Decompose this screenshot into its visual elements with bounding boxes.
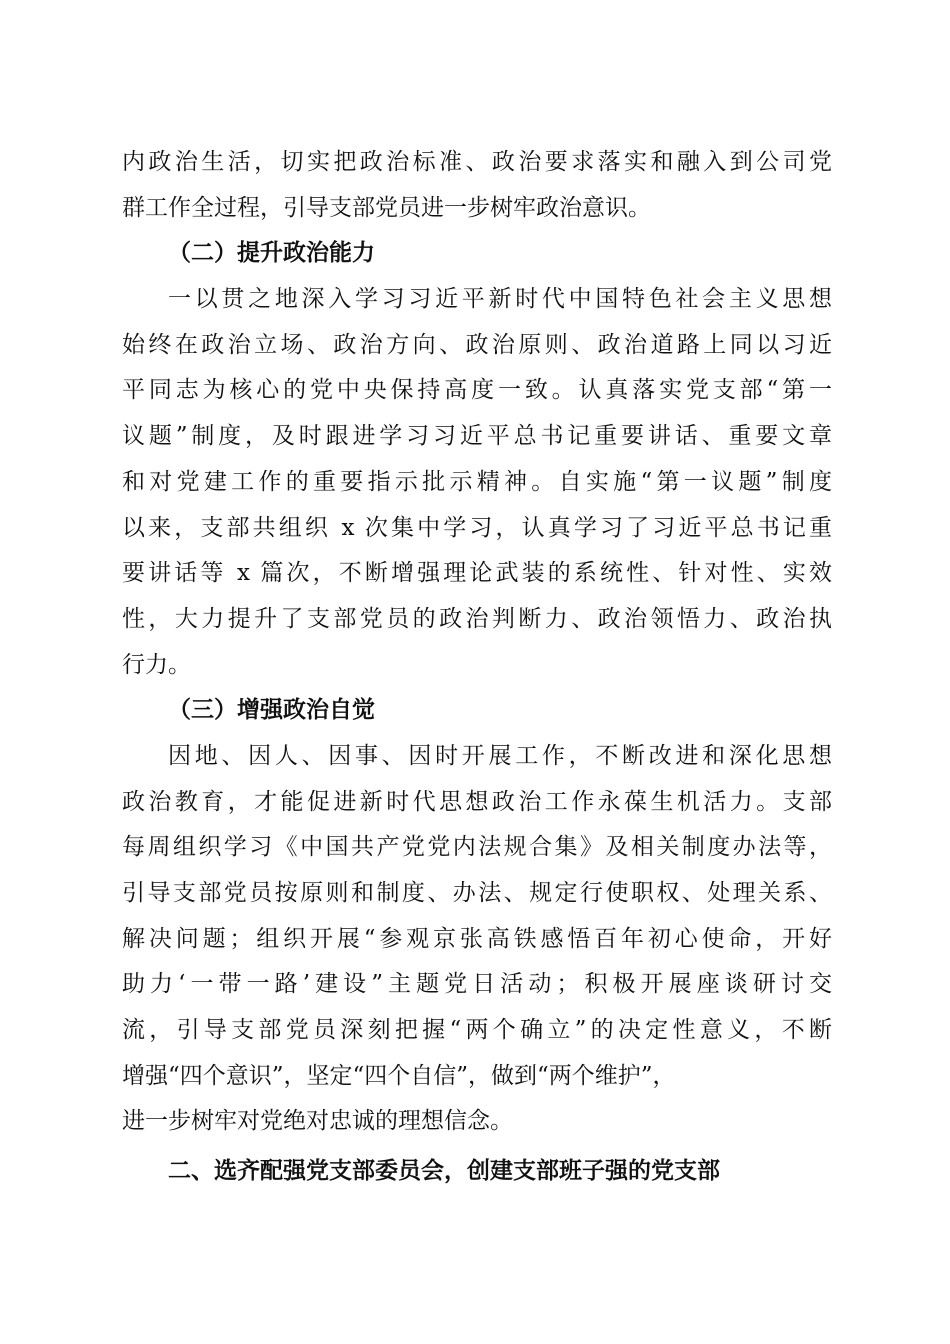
paragraph-line: 行力。	[122, 651, 191, 678]
paragraph-line: 因地、因人、因事、因时开展工作，不断改进和深化思想	[168, 742, 832, 769]
section-heading-3: （三）增强政治自觉	[168, 697, 375, 724]
paragraph-line: 议题”制度，及时跟进学习习近平总书记重要讲话、重要文章	[122, 423, 832, 450]
section-heading-2: （二）提升政治能力	[168, 240, 375, 267]
paragraph-line: 每周组织学习《中国共产党党内法规合集》及相关制度办法等，	[122, 834, 832, 861]
paragraph-line: 引导支部党员按原则和制度、办法、规定行使职权、处理关系、	[122, 880, 832, 906]
paragraph-line: 一以贯之地深入学习习近平新时代中国特色社会主义思想	[168, 286, 832, 313]
paragraph-line: 解决问题；组织开展“参观京张高铁感悟百年初心使命，开好	[122, 925, 832, 952]
paragraph-line: 始终在政治立场、政治方向、政治原则、政治道路上同以习近	[122, 331, 832, 358]
paragraph-line: 助力‘一带一路’建设”主题党日活动；积极开展座谈研讨交	[122, 971, 832, 998]
paragraph-line: 性，大力提升了支部党员的政治判断力、政治领悟力、政治执	[122, 605, 832, 632]
paragraph-line: 以来，支部共组织 x 次集中学习，认真学习了习近平总书记重	[122, 514, 832, 541]
major-heading: 二、选齐配强党支部委员会，创建支部班子强的党支部	[168, 1158, 720, 1185]
paragraph-line: 进一步树牢对党绝对忠诚的理想信念。	[122, 1108, 513, 1135]
paragraph-line: 增强“四个意识”，坚定“四个自信”，做到“两个维护”，	[122, 1062, 676, 1089]
paragraph-line: 内政治生活，切实把政治标准、政治要求落实和融入到公司党	[122, 149, 832, 175]
document-body	[122, 140, 832, 1195]
paragraph-line: 要讲话等 x 篇次，不断增强理论武装的系统性、针对性、实效	[122, 560, 832, 587]
paragraph-line: 和对党建工作的重要指示批示精神。自实施“第一议题”制度	[122, 468, 832, 495]
paragraph-line: 流，引导支部党员深刻把握“两个确立”的决定性意义，不断	[122, 1017, 832, 1044]
paragraph-line: 政治教育，才能促进新时代思想政治工作永葆生机活力。支部	[122, 788, 832, 815]
paragraph-line: 群工作全过程，引导支部党员进一步树牢政治意识。	[122, 194, 651, 221]
paragraph-line: 平同志为核心的党中央保持高度一致。认真落实党支部“第一	[122, 377, 832, 404]
